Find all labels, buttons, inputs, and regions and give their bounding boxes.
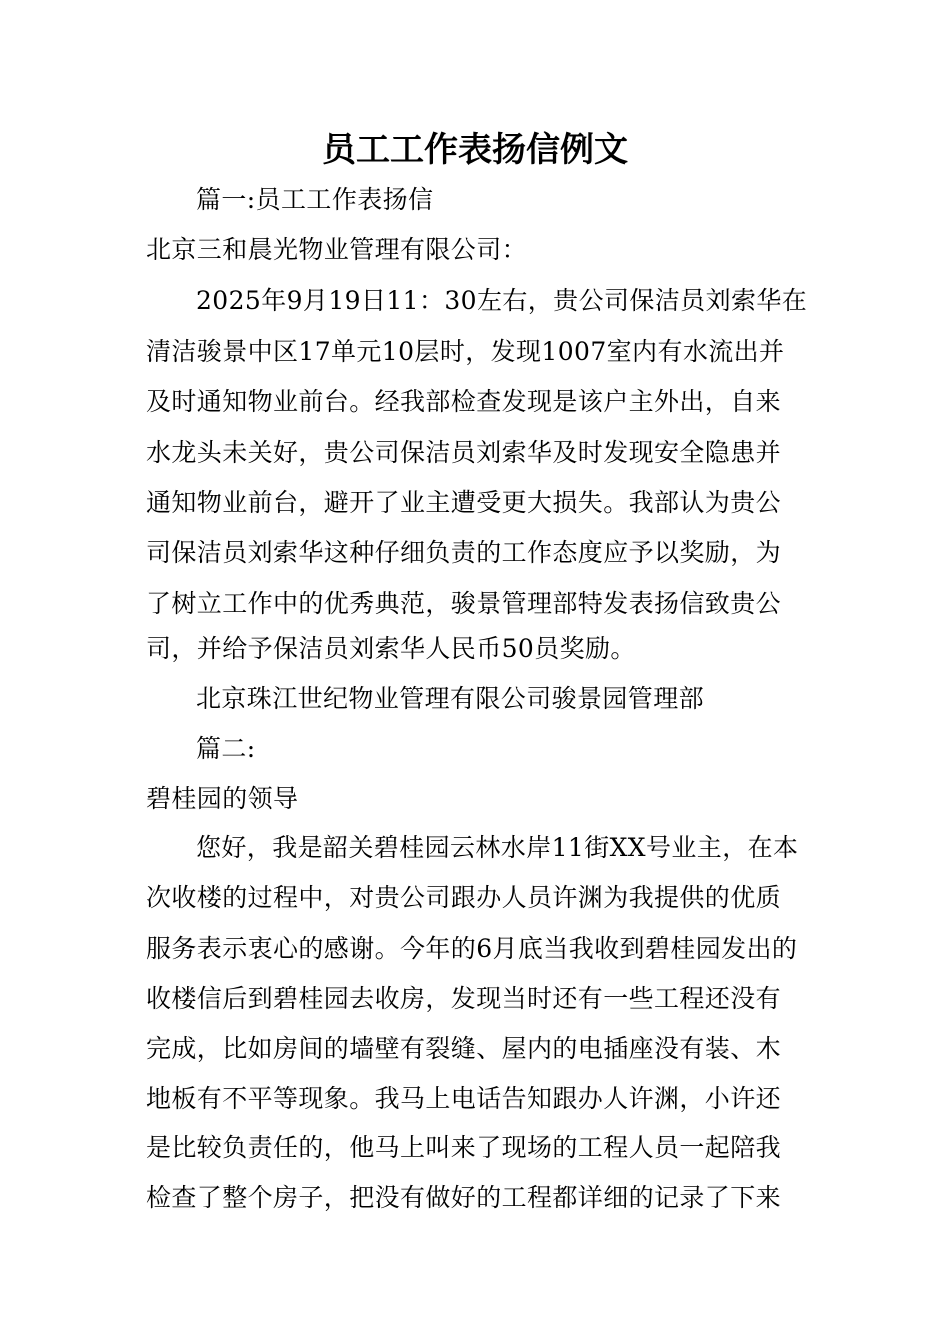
body-line: 收楼信后到碧桂园去收房，发现当时还有一些工程还没有 (146, 984, 782, 1013)
letter-salutation-1: 北京三和晨光物业管理有限公司： (146, 235, 528, 264)
body-line: 完成，比如房间的墙壁有裂缝、屋内的电插座没有装、木 (146, 1034, 782, 1063)
document-title: 员工工作表扬信例文 (322, 130, 628, 170)
body-line: 司，并给予保洁员刘索华人民币50员奖励。 (146, 634, 636, 663)
body-line: 次收楼的过程中，对贵公司跟办人员许渊为我提供的优质 (146, 883, 782, 912)
body-line: 2025年9月19日11：30左右，贵公司保洁员刘索华在 (196, 286, 808, 315)
body-line: 您好，我是韶关碧桂园云林水岸11街XX号业主，在本 (196, 833, 799, 862)
body-line: 地板有不平等现象。我马上电话告知跟办人许渊，小许还 (146, 1084, 782, 1113)
body-line: 通知物业前台，避开了业主遭受更大损失。我部认为贵公 (146, 488, 782, 517)
body-line: 服务表示衷心的感谢。今年的6月底当我收到碧桂园发出的 (146, 934, 798, 963)
body-line: 水龙头未关好，贵公司保洁员刘索华及时发现安全隐患并 (146, 438, 782, 467)
letter-salutation-2: 碧桂园的领导 (146, 784, 299, 813)
body-line: 是比较负责任的，他马上叫来了现场的工程人员一起陪我 (146, 1133, 782, 1162)
section-heading-1: 篇一:员工工作表扬信 (196, 185, 434, 214)
section-heading-2: 篇二: (196, 734, 256, 763)
body-line: 司保洁员刘索华这种仔细负责的工作态度应予以奖励，为 (146, 538, 782, 567)
body-line: 检查了整个房子，把没有做好的工程都详细的记录了下来 (146, 1183, 782, 1212)
signature-line-1: 北京珠江世纪物业管理有限公司骏景园管理部 (196, 684, 705, 713)
body-line: 及时通知物业前台。经我部检查发现是该户主外出，自来 (146, 387, 782, 416)
body-line: 清洁骏景中区17单元10层时，发现1007室内有水流出并 (146, 337, 785, 366)
body-line: 了树立工作中的优秀典范，骏景管理部特发表扬信致贵公 (146, 589, 782, 618)
